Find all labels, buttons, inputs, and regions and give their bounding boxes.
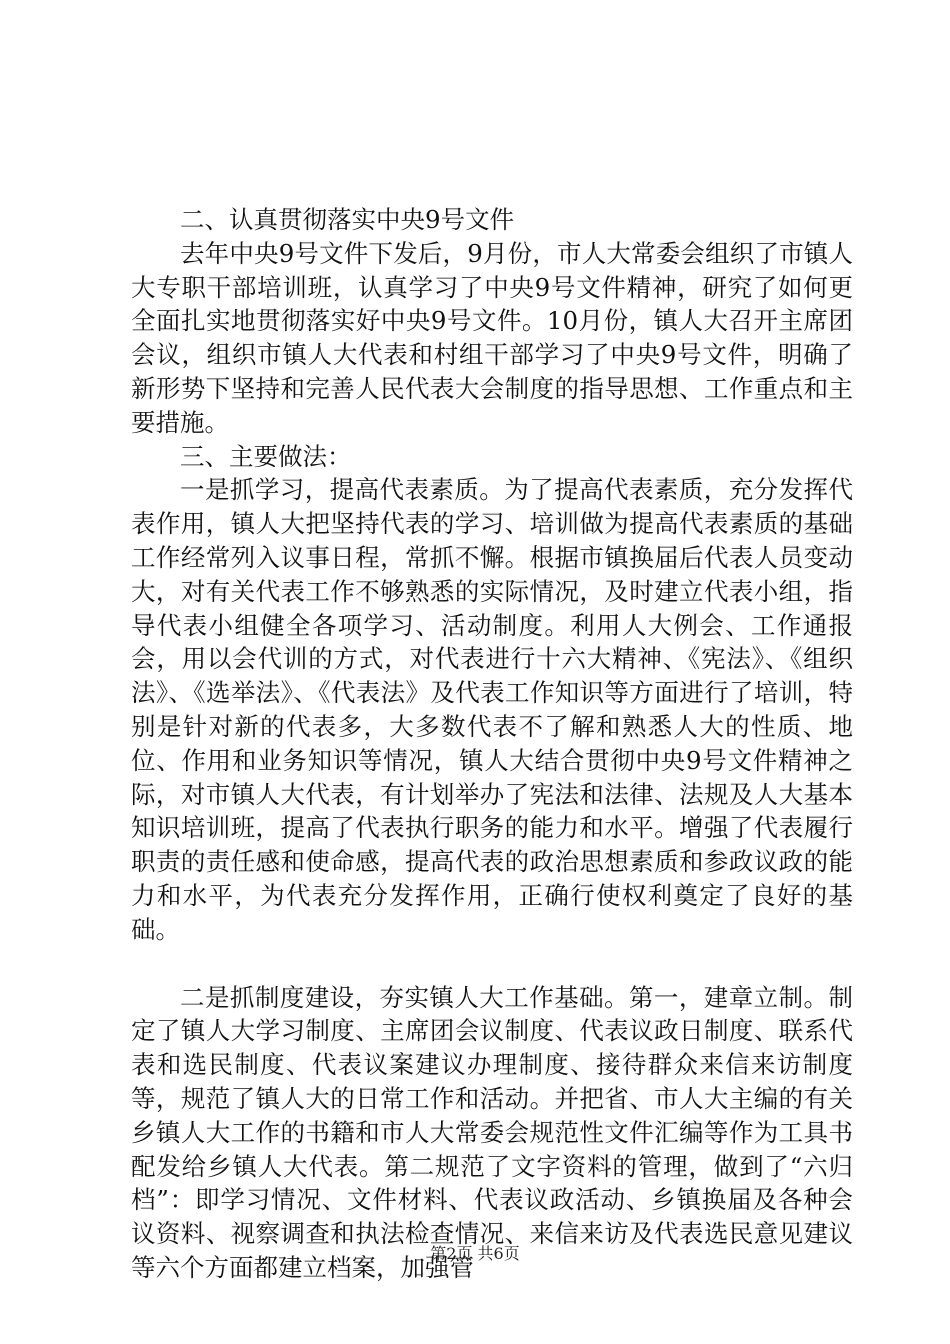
paragraph-study: 一是抓学习，提高代表素质。为了提高代表素质，充分发挥代表作用，镇人大把坚持代表的学习、培训做为提高代表素质的基础工作经常列入议事日程，常抓不懈。根据市镇换届后代表人员变动大，对有关代表工作不够熟悉的实际情况，及时建立代表小组，指导代表小组健全各项学习、活动制度。利用人大例会、工作通报会，用以会代训的方式，对代表进行十六大精神、《宪法》、《组织法》、《选举法》、《代表法》及代表工作知识等方面进行了培训，特别是针对新的代表多，大多数代表不了解和熟悉人大的性质、地位、作用和业务知识等情况，镇人大结合贯彻中央9号文件精神之际，对市镇人大代表，有计划举办了宪法和法律、法规及人大基本知识培训班，提高了代表执行职务的能力和水平。增强了代表履行职责的责任感和使命感，提高代表的政治思想素质和参政议政的能力和水平，为代表充分发挥作用，正确行使权利奠定了良好的基础。 (131, 475, 853, 944)
paragraph-system-building: 二是抓制度建设，夯实镇人大工作基础。第一，建章立制。制定了镇人大学习制度、主席团会议制度、代表议政日制度、联系代表和选民制度、代表议案建议办理制度、接待群众来信来访制度等，规范了镇人大的日常工作和活动。并把省、市人大主编的有关乡镇人大工作的书籍和市人大常委会规范性文件汇编等作为工具书配发给乡镇人大代表。第二规范了文字资料的管理，做到了“六归档”：即学习情况、文件材料、代表议政活动、乡镇换届及各种会议资料、视察调查和执法检查情况、来信来访及代表选民意见建议等六个方面都建立档案，加强管 (131, 982, 853, 1282)
paragraph-central-document-9: 去年中央9号文件下发后，9月份，市人大常委会组织了市镇人大专职干部培训班，认真学习了中央9号文件精神，研究了如何更全面扎实地贯彻落实好中央9号文件。10月份，镇人大召开主席团会议，组织市镇人大代表和村组干部学习了中央9号文件，明确了新形势下坚持和完善人民代表大会制度的指导思想、工作重点和主要措施。 (131, 238, 853, 437)
section-heading-2: 二、认真贯彻落实中央9号文件 (180, 205, 515, 234)
section-heading-3: 三、主要做法： (180, 441, 352, 471)
page-footer: 第2页 共6页 (430, 1244, 520, 1263)
document-body (131, 203, 853, 1285)
